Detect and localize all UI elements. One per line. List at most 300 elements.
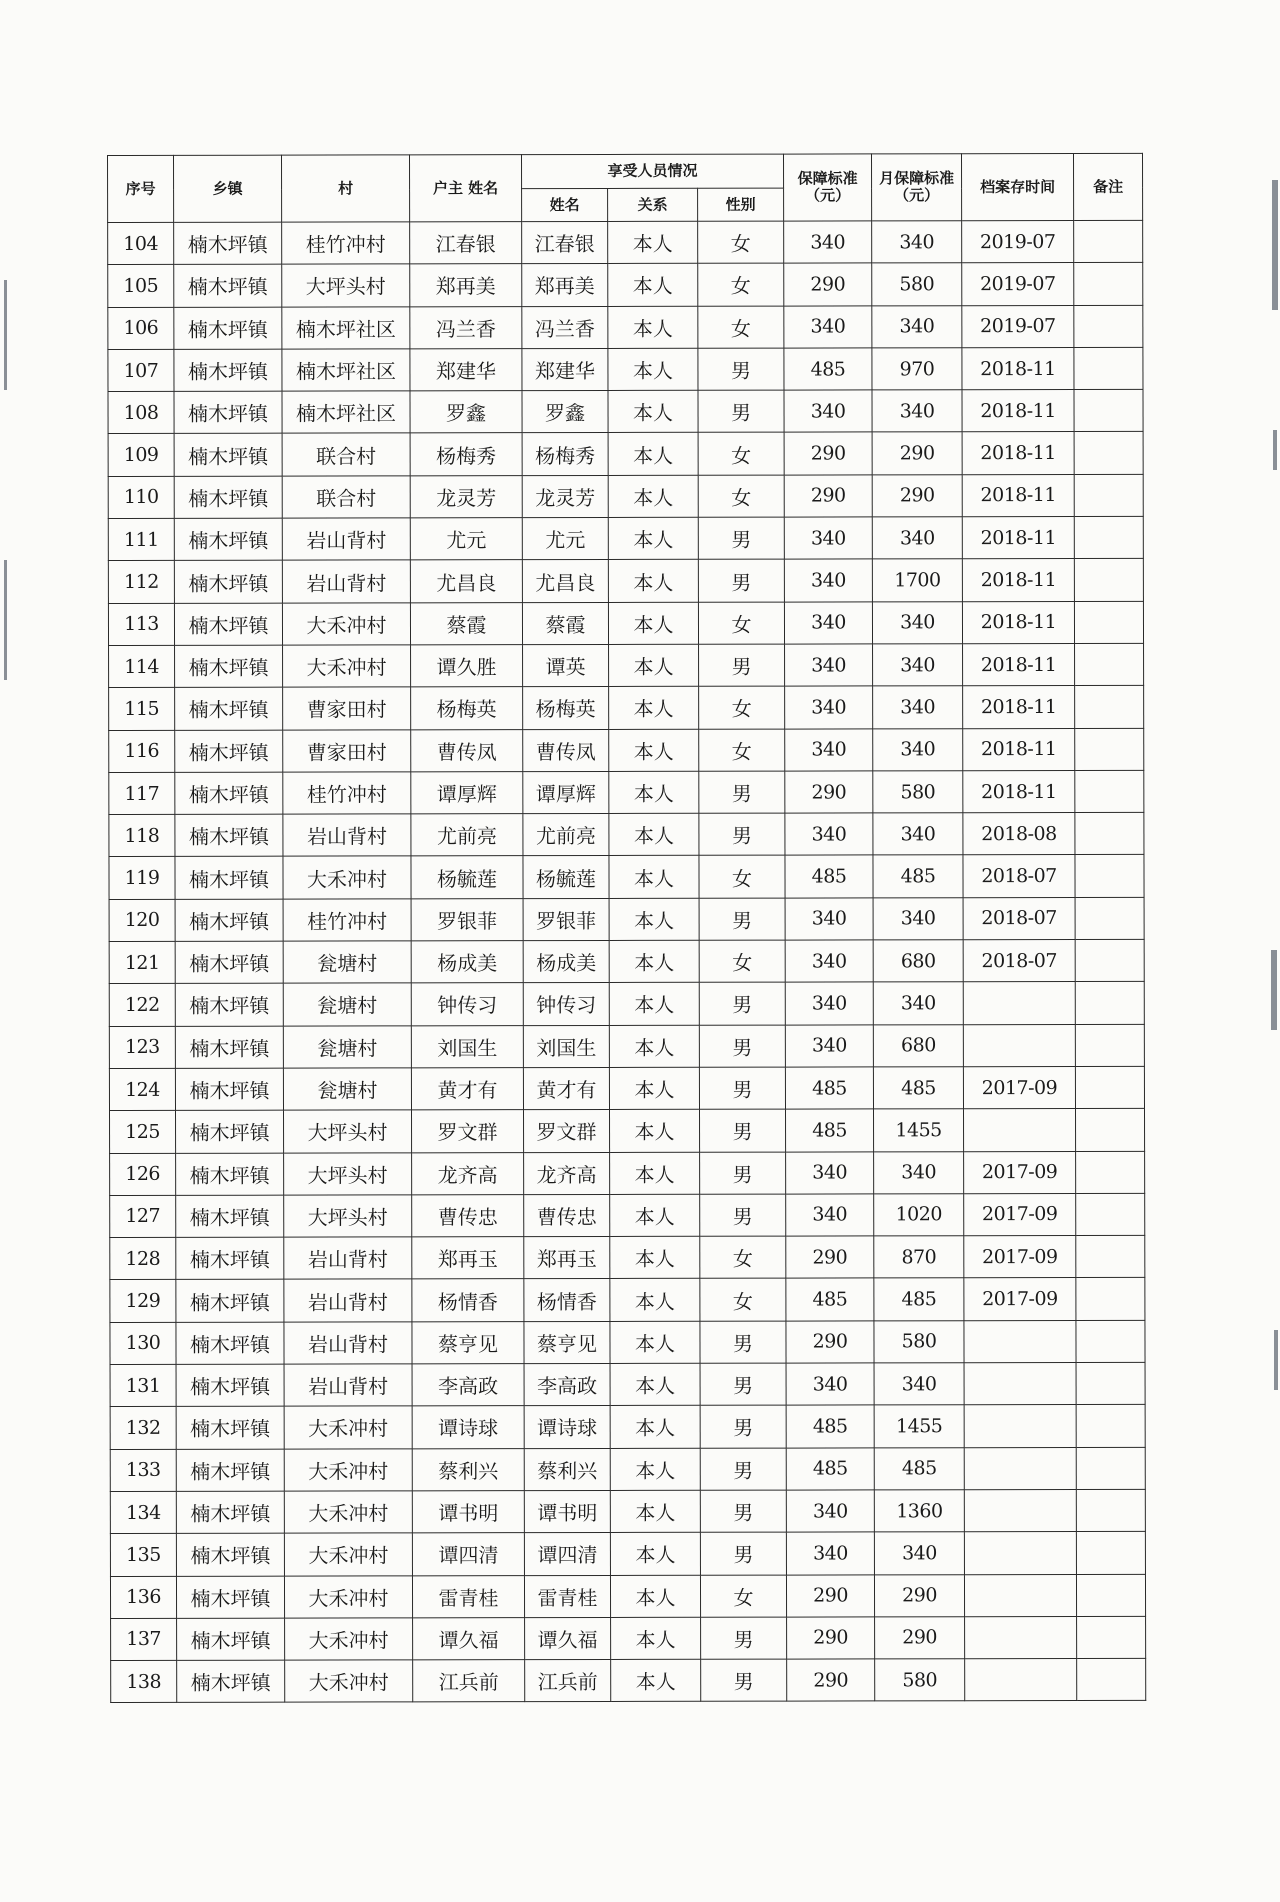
cell-gender: 男 <box>701 1617 787 1659</box>
cell-seq: 125 <box>110 1111 176 1153</box>
cell-householder: 谭厚辉 <box>411 771 523 814</box>
cell-archive-time: 2018-11 <box>962 432 1074 475</box>
cell-householder: 蔡利兴 <box>412 1448 524 1491</box>
cell-seq: 133 <box>110 1449 176 1491</box>
cell-name: 谭久福 <box>525 1617 611 1659</box>
cell-remark <box>1077 1658 1146 1700</box>
cell-archive-time: 2019-07 <box>962 305 1074 348</box>
cell-standard: 340 <box>786 1363 874 1405</box>
cell-township: 楠木坪镇 <box>176 1110 284 1153</box>
cell-gender: 男 <box>700 1532 786 1574</box>
cell-gender: 女 <box>699 856 785 898</box>
cell-name: 杨情香 <box>524 1279 610 1321</box>
cell-remark <box>1076 1193 1145 1235</box>
cell-relation: 本人 <box>610 1448 700 1490</box>
cell-householder: 江兵前 <box>413 1660 525 1703</box>
cell-village: 瓮塘村 <box>283 941 411 984</box>
cell-archive-time: 2018-11 <box>963 643 1075 686</box>
cell-standard: 290 <box>786 1321 874 1363</box>
cell-relation: 本人 <box>610 1363 700 1405</box>
cell-township: 楠木坪镇 <box>175 1026 283 1069</box>
cell-seq: 116 <box>109 730 175 772</box>
cell-seq: 115 <box>109 688 175 730</box>
cell-village: 楠木坪社区 <box>282 391 410 434</box>
cell-remark <box>1074 601 1143 643</box>
cell-archive-time: 2018-07 <box>963 897 1075 940</box>
cell-householder: 郑再玉 <box>412 1237 524 1280</box>
cell-name: 谭厚辉 <box>523 771 609 813</box>
cell-village: 曹家田村 <box>283 687 411 730</box>
cell-archive-time: 2018-07 <box>963 855 1075 898</box>
cell-township: 楠木坪镇 <box>176 1322 284 1365</box>
cell-gender: 男 <box>698 559 784 601</box>
cell-seq: 132 <box>110 1407 176 1449</box>
table-row <box>110 1278 1145 1322</box>
cell-village: 岩山背村 <box>284 1322 412 1365</box>
cell-remark <box>1076 1109 1145 1151</box>
cell-remark <box>1075 982 1144 1024</box>
cell-householder: 雷青桂 <box>412 1575 524 1618</box>
cell-householder: 谭诗球 <box>412 1406 524 1449</box>
cell-township: 楠木坪镇 <box>176 1533 284 1576</box>
cell-standard: 340 <box>785 898 873 940</box>
cell-monthly: 485 <box>874 1278 964 1320</box>
cell-name: 罗文群 <box>524 1110 610 1152</box>
header-monthly-label: 月保障标准 （元） <box>879 169 955 205</box>
cell-monthly: 580 <box>872 263 962 305</box>
cell-monthly: 340 <box>873 686 963 728</box>
cell-village: 大禾冲村 <box>283 856 411 899</box>
cell-seq: 134 <box>110 1491 176 1533</box>
header-township: 乡镇 <box>174 155 282 222</box>
header-gender: 性别 <box>698 188 784 221</box>
cell-relation: 本人 <box>608 221 698 263</box>
cell-householder: 李高政 <box>412 1364 524 1407</box>
cell-gender: 男 <box>700 1448 786 1490</box>
table-row <box>109 939 1144 983</box>
cell-seq: 138 <box>111 1660 177 1702</box>
table-row <box>108 347 1143 391</box>
cell-township: 楠木坪镇 <box>174 518 282 561</box>
header-row <box>108 153 1143 189</box>
cell-name: 郑再玉 <box>524 1237 610 1279</box>
cell-township: 楠木坪镇 <box>175 983 283 1026</box>
cell-seq: 126 <box>110 1153 176 1195</box>
cell-householder: 龙灵芳 <box>410 475 522 518</box>
header-village: 村 <box>282 155 410 222</box>
cell-remark <box>1074 516 1143 558</box>
cell-seq: 131 <box>110 1364 176 1406</box>
cell-monthly: 870 <box>874 1236 964 1278</box>
cell-relation: 本人 <box>610 1109 700 1151</box>
cell-relation: 本人 <box>609 856 699 898</box>
cell-name: 杨成美 <box>523 940 609 982</box>
cell-township: 楠木坪镇 <box>175 814 283 857</box>
cell-standard: 340 <box>786 1194 874 1236</box>
cell-gender: 女 <box>700 1236 786 1278</box>
header-seq: 序号 <box>108 155 174 222</box>
cell-gender: 女 <box>698 433 784 475</box>
cell-householder: 蔡亨见 <box>412 1321 524 1364</box>
cell-relation: 本人 <box>608 348 698 390</box>
table-row <box>108 305 1143 349</box>
cell-householder: 冯兰香 <box>410 306 522 349</box>
cell-monthly: 485 <box>874 1447 964 1489</box>
table-row <box>108 559 1143 603</box>
cell-monthly: 580 <box>873 771 963 813</box>
cell-relation: 本人 <box>609 687 699 729</box>
cell-archive-time: 2018-11 <box>962 390 1074 433</box>
cell-relation: 本人 <box>609 1025 699 1067</box>
cell-archive-time: 2018-07 <box>963 940 1075 983</box>
cell-householder: 曹传忠 <box>412 1194 524 1237</box>
cell-standard: 290 <box>787 1574 875 1616</box>
cell-monthly: 340 <box>872 390 962 432</box>
cell-householder: 谭久福 <box>413 1617 525 1660</box>
cell-archive-time <box>965 1659 1077 1702</box>
cell-name: 杨毓莲 <box>523 856 609 898</box>
cell-monthly: 290 <box>872 432 962 474</box>
cell-township: 楠木坪镇 <box>176 1280 284 1323</box>
cell-standard: 290 <box>787 1659 875 1701</box>
cell-standard: 340 <box>784 602 872 644</box>
cell-remark <box>1077 1616 1146 1658</box>
cell-monthly: 340 <box>873 813 963 855</box>
cell-remark <box>1074 347 1143 389</box>
cell-householder: 罗银菲 <box>411 898 523 941</box>
cell-remark <box>1076 1447 1145 1489</box>
cell-householder: 曹传凤 <box>411 729 523 772</box>
cell-name: 谭四清 <box>524 1533 610 1575</box>
table-row <box>109 728 1144 772</box>
cell-relation: 本人 <box>610 1194 700 1236</box>
cell-monthly: 580 <box>874 1320 964 1362</box>
cell-remark <box>1076 1405 1145 1447</box>
cell-seq: 113 <box>108 603 174 645</box>
cell-standard: 340 <box>784 559 872 601</box>
cell-township: 楠木坪镇 <box>176 1576 284 1619</box>
cell-relation: 本人 <box>610 1279 700 1321</box>
cell-standard: 340 <box>784 390 872 432</box>
cell-monthly: 580 <box>875 1659 965 1701</box>
header-beneficiary-group: 享受人员情况 <box>522 154 784 189</box>
header-archive-time: 档案存时间 <box>962 153 1074 220</box>
cell-gender: 男 <box>700 1194 786 1236</box>
cell-township: 楠木坪镇 <box>176 1406 284 1449</box>
cell-householder: 郑建华 <box>410 349 522 392</box>
cell-householder: 杨毓莲 <box>411 856 523 899</box>
cell-township: 楠木坪镇 <box>176 1237 284 1280</box>
table-row <box>109 982 1144 1026</box>
cell-name: 雷青桂 <box>524 1575 610 1617</box>
cell-householder: 谭四清 <box>412 1533 524 1576</box>
cell-village: 桂竹冲村 <box>282 222 410 265</box>
cell-remark <box>1074 474 1143 516</box>
cell-gender: 女 <box>698 221 784 263</box>
cell-seq: 124 <box>109 1068 175 1110</box>
cell-gender: 男 <box>699 1025 785 1067</box>
cell-standard: 340 <box>785 686 873 728</box>
cell-remark <box>1074 220 1143 262</box>
cell-monthly: 1360 <box>874 1490 964 1532</box>
cell-archive-time: 2019-07 <box>962 220 1074 263</box>
cell-village: 大禾冲村 <box>282 603 410 646</box>
cell-village: 曹家田村 <box>283 729 411 772</box>
cell-seq: 127 <box>110 1195 176 1237</box>
cell-township: 楠木坪镇 <box>175 687 283 730</box>
cell-village: 大禾冲村 <box>283 645 411 688</box>
cell-remark <box>1074 559 1143 601</box>
cell-monthly: 290 <box>872 474 962 516</box>
cell-monthly: 340 <box>874 1151 964 1193</box>
table-row <box>109 1024 1144 1068</box>
table-row <box>108 516 1143 560</box>
cell-gender: 女 <box>699 686 785 728</box>
cell-seq: 136 <box>110 1576 176 1618</box>
cell-seq: 108 <box>108 392 174 434</box>
cell-gender: 女 <box>698 475 784 517</box>
cell-village: 大禾冲村 <box>284 1406 412 1449</box>
cell-remark <box>1075 897 1144 939</box>
cell-name: 蔡利兴 <box>524 1448 610 1490</box>
header-householder: 户主 姓名 <box>410 155 522 222</box>
cell-seq: 119 <box>109 857 175 899</box>
cell-archive-time <box>964 1405 1076 1448</box>
cell-remark <box>1075 1066 1144 1108</box>
cell-village: 大禾冲村 <box>285 1618 413 1661</box>
table-row <box>110 1362 1145 1406</box>
cell-village: 大禾冲村 <box>284 1491 412 1534</box>
cell-householder: 刘国生 <box>411 1025 523 1068</box>
cell-householder: 蔡霞 <box>410 602 522 645</box>
cell-remark <box>1075 812 1144 854</box>
cell-township: 楠木坪镇 <box>176 1449 284 1492</box>
cell-village: 大禾冲村 <box>285 1660 413 1703</box>
cell-name: 尤元 <box>522 518 608 560</box>
scan-edge-mark <box>1272 180 1278 310</box>
cell-gender: 女 <box>698 263 784 305</box>
cell-township: 楠木坪镇 <box>176 1195 284 1238</box>
cell-village: 大坪头村 <box>284 1195 412 1238</box>
cell-seq: 118 <box>109 815 175 857</box>
cell-relation: 本人 <box>608 390 698 432</box>
cell-township: 楠木坪镇 <box>175 857 283 900</box>
cell-gender: 女 <box>698 602 784 644</box>
table-row <box>110 1320 1145 1364</box>
cell-relation: 本人 <box>609 983 699 1025</box>
cell-gender: 男 <box>699 898 785 940</box>
cell-remark <box>1074 263 1143 305</box>
cell-remark <box>1075 1024 1144 1066</box>
cell-seq: 109 <box>108 434 174 476</box>
cell-remark <box>1076 1532 1145 1574</box>
table-row <box>108 390 1143 434</box>
cell-archive-time <box>964 1447 1076 1490</box>
cell-archive-time: 2017-09 <box>964 1278 1076 1321</box>
cell-township: 楠木坪镇 <box>174 434 282 477</box>
cell-township: 楠木坪镇 <box>176 1153 284 1196</box>
cell-township: 楠木坪镇 <box>174 264 282 307</box>
cell-village: 楠木坪社区 <box>282 306 410 349</box>
table-row <box>109 643 1144 687</box>
cell-seq: 114 <box>109 645 175 687</box>
cell-monthly: 290 <box>875 1617 965 1659</box>
cell-monthly: 290 <box>875 1574 965 1616</box>
cell-relation: 本人 <box>610 1406 700 1448</box>
table-row <box>109 812 1144 856</box>
cell-standard: 290 <box>784 432 872 474</box>
cell-seq: 117 <box>109 772 175 814</box>
cell-seq: 107 <box>108 349 174 391</box>
scan-edge-mark <box>4 280 7 390</box>
cell-archive-time: 2018-11 <box>962 347 1074 390</box>
cell-township: 楠木坪镇 <box>175 772 283 815</box>
cell-standard: 485 <box>784 348 872 390</box>
cell-seq: 104 <box>108 222 174 264</box>
cell-monthly: 340 <box>874 1532 964 1574</box>
cell-standard: 485 <box>786 1448 874 1490</box>
cell-name: 龙齐高 <box>524 1152 610 1194</box>
header-remark: 备注 <box>1074 153 1143 220</box>
cell-standard: 290 <box>787 1617 875 1659</box>
cell-householder: 钟传习 <box>411 983 523 1026</box>
cell-remark <box>1076 1489 1145 1531</box>
cell-remark <box>1076 1362 1145 1404</box>
cell-householder: 江春银 <box>410 222 522 265</box>
cell-householder: 杨梅秀 <box>410 433 522 476</box>
cell-township: 楠木坪镇 <box>175 941 283 984</box>
cell-name: 谭诗球 <box>524 1406 610 1448</box>
cell-remark <box>1077 1574 1146 1616</box>
cell-standard: 290 <box>785 771 873 813</box>
table-row <box>110 1193 1145 1237</box>
cell-remark <box>1075 939 1144 981</box>
cell-remark <box>1074 390 1143 432</box>
cell-township: 楠木坪镇 <box>176 1491 284 1534</box>
cell-name: 罗鑫 <box>522 391 608 433</box>
cell-village: 大禾冲村 <box>284 1575 412 1618</box>
cell-archive-time <box>964 1109 1076 1152</box>
cell-village: 联合村 <box>282 476 410 519</box>
cell-village: 大禾冲村 <box>284 1448 412 1491</box>
cell-gender: 男 <box>699 644 785 686</box>
cell-standard: 485 <box>786 1109 874 1151</box>
cell-relation: 本人 <box>609 898 699 940</box>
cell-standard: 485 <box>785 855 873 897</box>
cell-remark <box>1075 643 1144 685</box>
cell-seq: 112 <box>108 561 174 603</box>
table-row <box>110 1235 1145 1279</box>
cell-name: 蔡亨见 <box>524 1321 610 1363</box>
cell-monthly: 340 <box>873 728 963 770</box>
cell-remark <box>1076 1235 1145 1277</box>
cell-township: 楠木坪镇 <box>175 899 283 942</box>
cell-householder: 杨成美 <box>411 941 523 984</box>
cell-township: 楠木坪镇 <box>176 1364 284 1407</box>
cell-archive-time <box>963 982 1075 1025</box>
cell-name: 郑建华 <box>522 348 608 390</box>
cell-seq: 110 <box>108 476 174 518</box>
cell-standard: 485 <box>785 1067 873 1109</box>
cell-village: 大坪头村 <box>284 1152 412 1195</box>
cell-archive-time <box>964 1489 1076 1532</box>
cell-gender: 女 <box>698 306 784 348</box>
cell-householder: 龙齐高 <box>412 1152 524 1195</box>
cell-monthly: 340 <box>872 221 962 263</box>
cell-name: 李高政 <box>524 1363 610 1405</box>
cell-standard: 485 <box>786 1278 874 1320</box>
cell-gender: 男 <box>701 1659 787 1701</box>
cell-village: 瓮塘村 <box>283 1068 411 1111</box>
cell-archive-time: 2017-09 <box>964 1151 1076 1194</box>
cell-gender: 女 <box>699 940 785 982</box>
cell-standard: 290 <box>784 475 872 517</box>
header-relation: 关系 <box>608 188 698 221</box>
cell-relation: 本人 <box>609 771 699 813</box>
cell-monthly: 340 <box>873 982 963 1024</box>
cell-standard: 340 <box>785 813 873 855</box>
cell-township: 楠木坪镇 <box>175 1068 283 1111</box>
cell-name: 尤昌良 <box>522 560 608 602</box>
header-standard-label: 保障标准 （元） <box>797 169 858 205</box>
cell-name: 刘国生 <box>523 1025 609 1067</box>
cell-village: 岩山背村 <box>284 1364 412 1407</box>
cell-remark <box>1075 855 1144 897</box>
cell-seq: 129 <box>110 1280 176 1322</box>
cell-archive-time <box>965 1616 1077 1659</box>
cell-relation: 本人 <box>608 475 698 517</box>
cell-village: 岩山背村 <box>284 1279 412 1322</box>
cell-name: 谭书明 <box>524 1490 610 1532</box>
table-row <box>108 220 1143 264</box>
cell-seq: 121 <box>109 941 175 983</box>
table-row <box>109 897 1144 941</box>
cell-remark <box>1075 770 1144 812</box>
cell-township: 楠木坪镇 <box>174 349 282 392</box>
cell-monthly: 1700 <box>872 559 962 601</box>
cell-remark <box>1075 728 1144 770</box>
cell-township: 楠木坪镇 <box>174 603 282 646</box>
cell-standard: 340 <box>786 1151 874 1193</box>
cell-archive-time <box>964 1320 1076 1363</box>
cell-township: 楠木坪镇 <box>174 307 282 350</box>
table-row <box>110 1405 1145 1449</box>
cell-monthly: 1020 <box>874 1194 964 1236</box>
cell-archive-time: 2017-09 <box>964 1236 1076 1279</box>
header-monthly <box>872 154 962 221</box>
table-row <box>108 432 1143 476</box>
cell-village: 大坪头村 <box>284 1110 412 1153</box>
cell-seq: 106 <box>108 307 174 349</box>
cell-householder: 杨梅英 <box>411 687 523 730</box>
cell-householder: 谭久胜 <box>411 645 523 688</box>
cell-remark <box>1074 305 1143 347</box>
cell-village: 联合村 <box>282 433 410 476</box>
cell-standard: 340 <box>785 728 873 770</box>
table-row <box>110 1447 1145 1491</box>
cell-standard: 340 <box>785 1025 873 1067</box>
cell-seq: 105 <box>108 265 174 307</box>
cell-householder: 罗文群 <box>412 1110 524 1153</box>
table-row <box>109 855 1144 899</box>
cell-householder: 杨情香 <box>412 1279 524 1322</box>
cell-name: 江春银 <box>522 221 608 263</box>
cell-township: 楠木坪镇 <box>174 391 282 434</box>
cell-gender: 女 <box>700 1575 786 1617</box>
cell-relation: 本人 <box>610 1236 700 1278</box>
cell-standard: 340 <box>784 517 872 559</box>
cell-township: 楠木坪镇 <box>175 645 283 688</box>
